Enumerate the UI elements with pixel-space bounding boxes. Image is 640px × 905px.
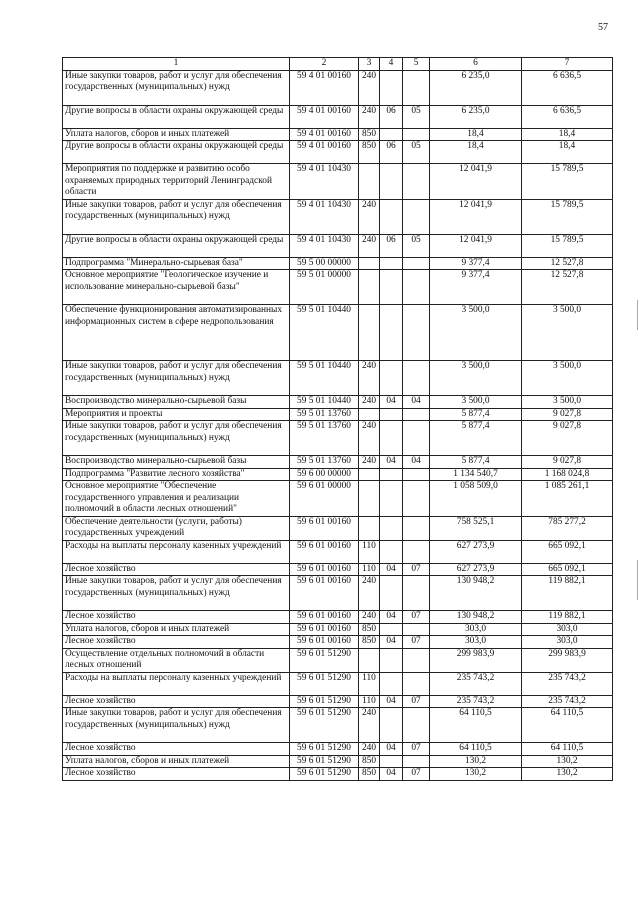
- row-section: [380, 257, 403, 270]
- row-amount-1: 299 983,9: [430, 648, 522, 672]
- table-row: [63, 755, 613, 768]
- row-amount-2: 3 500,0: [522, 396, 613, 409]
- row-expense-type: [359, 270, 380, 305]
- row-code: 59 4 01 10430: [290, 164, 359, 200]
- row-amount-2: 6 636,5: [522, 70, 613, 105]
- table-row: [63, 540, 613, 563]
- row-expense-type: 850: [359, 623, 380, 636]
- row-subsection: 04: [403, 456, 430, 469]
- row-name: Лесное хозяйство: [63, 695, 290, 708]
- table-row: [63, 623, 613, 636]
- row-section: 04: [380, 611, 403, 624]
- row-subsection: [403, 468, 430, 481]
- row-amount-1: 130 948,2: [430, 576, 522, 611]
- row-expense-type: 110: [359, 695, 380, 708]
- row-subsection: [403, 408, 430, 421]
- row-section: [380, 421, 403, 456]
- row-amount-1: 627 273,9: [430, 563, 522, 576]
- row-amount-2: 130,2: [522, 755, 613, 768]
- row-amount-1: 3 500,0: [430, 396, 522, 409]
- row-section: [380, 623, 403, 636]
- table-row: [63, 105, 613, 128]
- row-amount-1: 1 134 540,7: [430, 468, 522, 481]
- row-section: 04: [380, 396, 403, 409]
- budget-table: [62, 57, 613, 781]
- row-code: 59 4 01 00160: [290, 128, 359, 141]
- row-section: [380, 199, 403, 234]
- row-amount-2: 1 085 261,1: [522, 481, 613, 517]
- row-section: [380, 164, 403, 200]
- row-amount-1: 18,4: [430, 141, 522, 164]
- row-expense-type: 240: [359, 421, 380, 456]
- table-row: [63, 408, 613, 421]
- row-section: [380, 648, 403, 672]
- row-amount-1: 235 743,2: [430, 672, 522, 695]
- row-name: Иные закупки товаров, работ и услуг для обеспечения государственных (муниципальных) нужд: [63, 199, 290, 234]
- row-expense-type: 850: [359, 636, 380, 649]
- row-code: 59 5 01 10440: [290, 305, 359, 361]
- row-name: Подпрограмма "Минерально-сырьевая база": [63, 257, 290, 270]
- row-amount-2: 64 110,5: [522, 708, 613, 743]
- row-code: 59 6 01 00160: [290, 623, 359, 636]
- row-section: [380, 540, 403, 563]
- row-section: 06: [380, 105, 403, 128]
- row-subsection: [403, 708, 430, 743]
- row-expense-type: 850: [359, 128, 380, 141]
- row-amount-1: 1 058 509,0: [430, 481, 522, 517]
- row-amount-2: 64 110,5: [522, 743, 613, 756]
- row-amount-2: 119 882,1: [522, 611, 613, 624]
- row-amount-2: 665 092,1: [522, 563, 613, 576]
- row-name: Другие вопросы в области охраны окружающей среды: [63, 141, 290, 164]
- row-amount-2: 235 743,2: [522, 695, 613, 708]
- row-section: 04: [380, 563, 403, 576]
- row-amount-2: 665 092,1: [522, 540, 613, 563]
- row-subsection: [403, 305, 430, 361]
- table-row: [63, 361, 613, 396]
- row-section: [380, 516, 403, 540]
- row-subsection: [403, 755, 430, 768]
- row-section: [380, 481, 403, 517]
- row-amount-1: 130,2: [430, 768, 522, 781]
- row-amount-1: 5 877,4: [430, 421, 522, 456]
- row-subsection: [403, 270, 430, 305]
- row-expense-type: 240: [359, 743, 380, 756]
- table-row: [63, 421, 613, 456]
- row-expense-type: [359, 516, 380, 540]
- row-subsection: [403, 481, 430, 517]
- row-section: [380, 361, 403, 396]
- row-amount-2: 9 027,8: [522, 421, 613, 456]
- table-row: [63, 257, 613, 270]
- table-row: [63, 270, 613, 305]
- row-amount-2: 303,0: [522, 636, 613, 649]
- row-expense-type: [359, 305, 380, 361]
- scan-edge-mark: [637, 560, 638, 600]
- row-amount-1: 9 377,4: [430, 270, 522, 305]
- row-section: [380, 468, 403, 481]
- table-row: [63, 516, 613, 540]
- row-subsection: [403, 257, 430, 270]
- row-subsection: 07: [403, 636, 430, 649]
- row-expense-type: 850: [359, 141, 380, 164]
- row-code: 59 6 01 00160: [290, 563, 359, 576]
- row-subsection: [403, 421, 430, 456]
- row-name: Уплата налогов, сборов и иных платежей: [63, 755, 290, 768]
- row-amount-2: 6 636,5: [522, 105, 613, 128]
- row-name: Иные закупки товаров, работ и услуг для обеспечения государственных (муниципальных) нужд: [63, 708, 290, 743]
- row-subsection: [403, 623, 430, 636]
- row-expense-type: [359, 257, 380, 270]
- row-subsection: [403, 516, 430, 540]
- header-col-1: 1: [63, 58, 290, 71]
- row-name: Иные закупки товаров, работ и услуг для обеспечения государственных (муниципальных) нужд: [63, 361, 290, 396]
- row-name: Лесное хозяйство: [63, 611, 290, 624]
- table-row: [63, 456, 613, 469]
- row-code: 59 4 01 00160: [290, 70, 359, 105]
- row-expense-type: 240: [359, 361, 380, 396]
- row-amount-1: 5 877,4: [430, 408, 522, 421]
- row-amount-1: 64 110,5: [430, 708, 522, 743]
- row-code: 59 5 01 13760: [290, 408, 359, 421]
- row-amount-2: 130,2: [522, 768, 613, 781]
- row-amount-2: 18,4: [522, 141, 613, 164]
- row-name: Подпрограмма "Развитие лесного хозяйства": [63, 468, 290, 481]
- row-name: Иные закупки товаров, работ и услуг для обеспечения государственных (муниципальных) нужд: [63, 70, 290, 105]
- row-code: 59 6 01 00160: [290, 540, 359, 563]
- row-section: 04: [380, 695, 403, 708]
- table-row: [63, 672, 613, 695]
- row-code: 59 5 01 00000: [290, 270, 359, 305]
- row-name: Лесное хозяйство: [63, 636, 290, 649]
- row-amount-1: 5 877,4: [430, 456, 522, 469]
- row-code: 59 6 01 00160: [290, 611, 359, 624]
- row-amount-2: 3 500,0: [522, 305, 613, 361]
- row-section: [380, 576, 403, 611]
- row-name: Обеспечение деятельности (услуги, работы) государственных учреждений: [63, 516, 290, 540]
- header-col-6: 6: [430, 58, 522, 71]
- row-amount-1: 758 525,1: [430, 516, 522, 540]
- row-code: 59 6 01 00160: [290, 636, 359, 649]
- row-code: 59 5 01 10440: [290, 396, 359, 409]
- row-expense-type: 240: [359, 708, 380, 743]
- row-code: 59 5 01 13760: [290, 421, 359, 456]
- row-amount-1: 6 235,0: [430, 70, 522, 105]
- row-amount-1: 3 500,0: [430, 361, 522, 396]
- row-expense-type: 240: [359, 199, 380, 234]
- row-expense-type: 240: [359, 576, 380, 611]
- header-col-4: 4: [380, 58, 403, 71]
- row-expense-type: 110: [359, 540, 380, 563]
- row-code: 59 5 00 00000: [290, 257, 359, 270]
- row-amount-2: 785 277,2: [522, 516, 613, 540]
- row-expense-type: 110: [359, 563, 380, 576]
- row-section: [380, 70, 403, 105]
- row-name: Лесное хозяйство: [63, 768, 290, 781]
- table-row: [63, 708, 613, 743]
- row-name: Другие вопросы в области охраны окружающей среды: [63, 234, 290, 257]
- row-amount-2: 12 527,8: [522, 257, 613, 270]
- row-section: 04: [380, 743, 403, 756]
- row-name: Осуществление отдельных полномочий в области лесных отношений: [63, 648, 290, 672]
- table-header-row: [63, 58, 613, 71]
- row-section: 04: [380, 768, 403, 781]
- row-amount-2: 299 983,9: [522, 648, 613, 672]
- row-amount-2: 15 789,5: [522, 234, 613, 257]
- row-expense-type: [359, 481, 380, 517]
- row-amount-2: 119 882,1: [522, 576, 613, 611]
- row-subsection: [403, 164, 430, 200]
- table-body: [63, 70, 613, 780]
- row-name: Лесное хозяйство: [63, 743, 290, 756]
- table-row: [63, 164, 613, 200]
- row-name: Расходы на выплаты персоналу казенных учреждений: [63, 672, 290, 695]
- row-amount-1: 12 041,9: [430, 199, 522, 234]
- table-row: [63, 234, 613, 257]
- row-amount-2: 303,0: [522, 623, 613, 636]
- scan-edge-mark: [637, 300, 638, 330]
- row-expense-type: 240: [359, 70, 380, 105]
- row-section: [380, 755, 403, 768]
- row-section: 04: [380, 636, 403, 649]
- row-amount-2: 15 789,5: [522, 164, 613, 200]
- row-name: Основное мероприятие "Геологическое изучение и использование минерально-сырьевой базы": [63, 270, 290, 305]
- row-amount-1: 9 377,4: [430, 257, 522, 270]
- row-expense-type: [359, 468, 380, 481]
- row-section: 06: [380, 234, 403, 257]
- row-code: 59 6 01 51290: [290, 708, 359, 743]
- row-amount-1: 235 743,2: [430, 695, 522, 708]
- row-subsection: 05: [403, 105, 430, 128]
- table-row: [63, 648, 613, 672]
- table-row: [63, 768, 613, 781]
- row-expense-type: 850: [359, 755, 380, 768]
- row-expense-type: [359, 408, 380, 421]
- row-subsection: [403, 128, 430, 141]
- row-code: 59 5 01 13760: [290, 456, 359, 469]
- row-code: 59 6 00 00000: [290, 468, 359, 481]
- row-expense-type: 240: [359, 234, 380, 257]
- row-expense-type: 110: [359, 672, 380, 695]
- row-section: [380, 305, 403, 361]
- table-row: [63, 468, 613, 481]
- row-amount-1: 6 235,0: [430, 105, 522, 128]
- row-expense-type: [359, 648, 380, 672]
- row-code: 59 4 01 10430: [290, 234, 359, 257]
- row-subsection: 07: [403, 743, 430, 756]
- row-subsection: 07: [403, 563, 430, 576]
- row-name: Иные закупки товаров, работ и услуг для обеспечения государственных (муниципальных) нужд: [63, 421, 290, 456]
- row-amount-1: 627 273,9: [430, 540, 522, 563]
- row-subsection: [403, 361, 430, 396]
- row-section: [380, 408, 403, 421]
- table-row: [63, 611, 613, 624]
- row-section: [380, 270, 403, 305]
- row-expense-type: [359, 164, 380, 200]
- row-expense-type: 240: [359, 456, 380, 469]
- row-code: 59 4 01 10430: [290, 199, 359, 234]
- row-code: 59 4 01 00160: [290, 105, 359, 128]
- row-section: [380, 708, 403, 743]
- row-subsection: 05: [403, 141, 430, 164]
- table-row: [63, 576, 613, 611]
- table-row: [63, 636, 613, 649]
- row-amount-2: 9 027,8: [522, 456, 613, 469]
- row-amount-2: 9 027,8: [522, 408, 613, 421]
- row-code: 59 6 01 51290: [290, 743, 359, 756]
- row-name: Воспроизводство минерально-сырьевой базы: [63, 456, 290, 469]
- row-code: 59 6 01 51290: [290, 768, 359, 781]
- table-row: [63, 199, 613, 234]
- header-col-5: 5: [403, 58, 430, 71]
- row-amount-2: 235 743,2: [522, 672, 613, 695]
- row-name: Расходы на выплаты персоналу казенных учреждений: [63, 540, 290, 563]
- row-amount-1: 12 041,9: [430, 234, 522, 257]
- row-section: [380, 672, 403, 695]
- row-name: Другие вопросы в области охраны окружающей среды: [63, 105, 290, 128]
- row-amount-2: 15 789,5: [522, 199, 613, 234]
- row-expense-type: 850: [359, 768, 380, 781]
- row-amount-2: 3 500,0: [522, 361, 613, 396]
- row-name: Основное мероприятие "Обеспечение государственного управления и реализации полномочий в области лесных отношений": [63, 481, 290, 517]
- row-expense-type: 240: [359, 105, 380, 128]
- header-col-3: 3: [359, 58, 380, 71]
- row-subsection: [403, 648, 430, 672]
- table-row: [63, 128, 613, 141]
- row-section: 06: [380, 141, 403, 164]
- row-name: Мероприятия по поддержке и развитию особо охраняемых природных территорий Ленинградской области: [63, 164, 290, 200]
- row-amount-1: 12 041,9: [430, 164, 522, 200]
- row-amount-1: 303,0: [430, 623, 522, 636]
- row-amount-1: 303,0: [430, 636, 522, 649]
- row-name: Лесное хозяйство: [63, 563, 290, 576]
- row-code: 59 6 01 00160: [290, 576, 359, 611]
- row-subsection: 07: [403, 695, 430, 708]
- table-row: [63, 141, 613, 164]
- table-row: [63, 305, 613, 361]
- row-amount-2: 12 527,8: [522, 270, 613, 305]
- row-section: 04: [380, 456, 403, 469]
- row-amount-2: 1 168 024,8: [522, 468, 613, 481]
- row-subsection: 05: [403, 234, 430, 257]
- row-code: 59 6 01 51290: [290, 648, 359, 672]
- row-subsection: 04: [403, 396, 430, 409]
- table-row: [63, 481, 613, 517]
- row-subsection: 07: [403, 768, 430, 781]
- row-code: 59 6 01 00160: [290, 516, 359, 540]
- row-subsection: [403, 70, 430, 105]
- row-expense-type: 240: [359, 611, 380, 624]
- table-row: [63, 695, 613, 708]
- row-subsection: [403, 540, 430, 563]
- row-subsection: 07: [403, 611, 430, 624]
- row-amount-1: 64 110,5: [430, 743, 522, 756]
- page-number: 57: [598, 22, 608, 33]
- table-row: [63, 743, 613, 756]
- row-name: Уплата налогов, сборов и иных платежей: [63, 128, 290, 141]
- row-amount-1: 3 500,0: [430, 305, 522, 361]
- row-name: Иные закупки товаров, работ и услуг для обеспечения государственных (муниципальных) нужд: [63, 576, 290, 611]
- header-col-7: 7: [522, 58, 613, 71]
- table-row: [63, 70, 613, 105]
- row-code: 59 6 01 51290: [290, 695, 359, 708]
- row-name: Воспроизводство минерально-сырьевой базы: [63, 396, 290, 409]
- row-subsection: [403, 199, 430, 234]
- row-amount-1: 130,2: [430, 755, 522, 768]
- row-code: 59 4 01 00160: [290, 141, 359, 164]
- row-subsection: [403, 672, 430, 695]
- row-amount-2: 18,4: [522, 128, 613, 141]
- row-amount-1: 130 948,2: [430, 611, 522, 624]
- row-code: 59 6 01 51290: [290, 755, 359, 768]
- table-row: [63, 396, 613, 409]
- table-row: [63, 563, 613, 576]
- row-expense-type: 240: [359, 396, 380, 409]
- row-section: [380, 128, 403, 141]
- row-name: Обеспечение функционирования автоматизированных информационных систем в сфере недропользования: [63, 305, 290, 361]
- row-subsection: [403, 576, 430, 611]
- row-name: Мероприятия и проекты: [63, 408, 290, 421]
- row-name: Уплата налогов, сборов и иных платежей: [63, 623, 290, 636]
- row-code: 59 6 01 00000: [290, 481, 359, 517]
- row-code: 59 5 01 10440: [290, 361, 359, 396]
- row-amount-1: 18,4: [430, 128, 522, 141]
- header-col-2: 2: [290, 58, 359, 71]
- row-code: 59 6 01 51290: [290, 672, 359, 695]
